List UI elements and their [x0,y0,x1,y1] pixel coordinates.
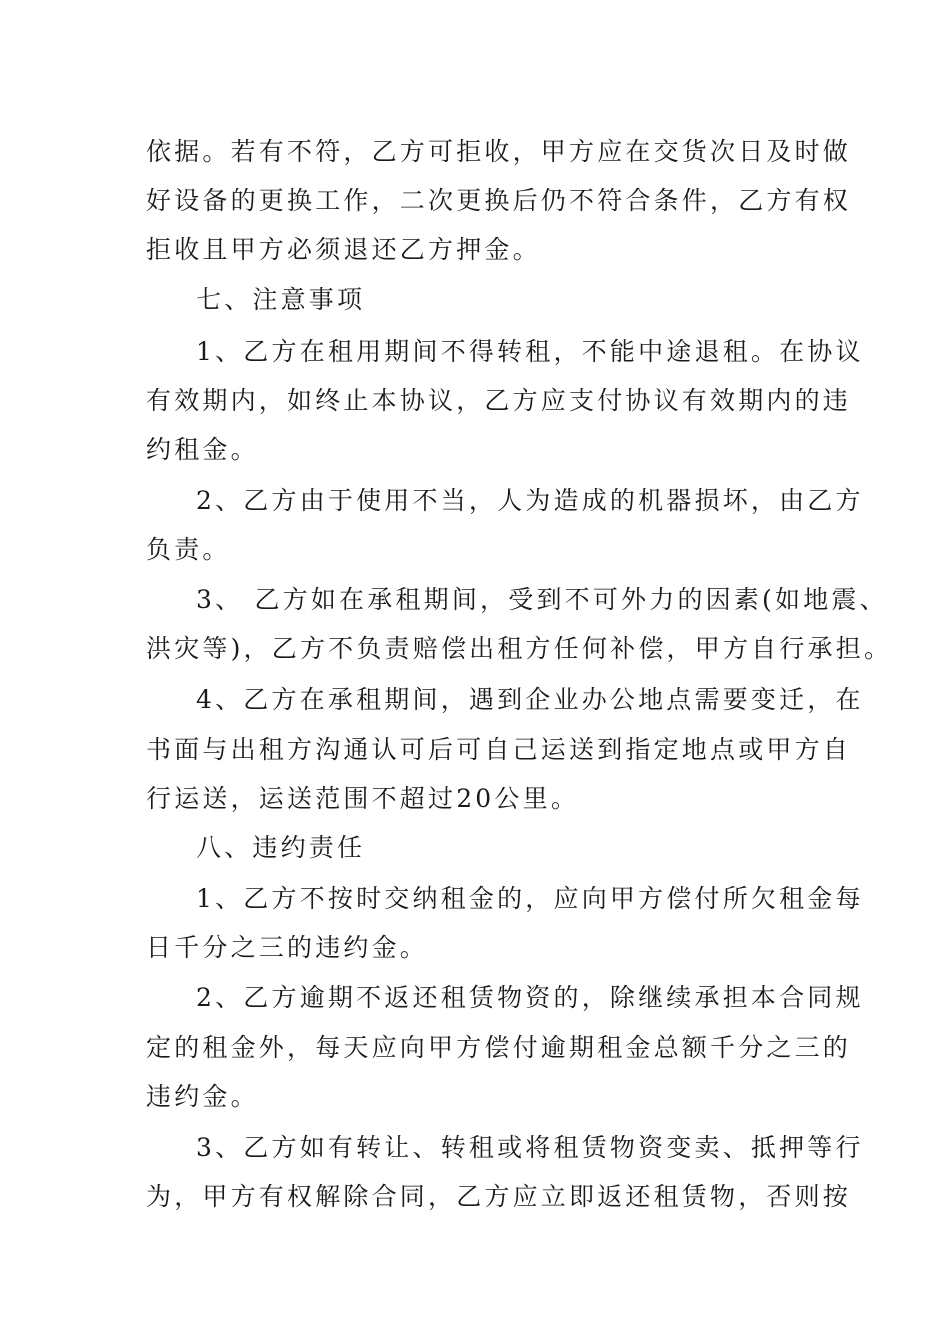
text-line: 依据。若有不符，乙方可拒收，甲方应在交货次日及时做 [146,137,852,166]
section-heading: 七、注意事项 [196,285,366,314]
text-line: 2、乙方逾期不返还租赁物资的，除继续承担本合同规 [196,983,864,1012]
text-line: 日千分之三的违约金。 [146,933,429,962]
text-line: 书面与出租方沟通认可后可自己运送到指定地点或甲方自 [146,735,852,764]
text-line: 有效期内，如终止本协议，乙方应支付协议有效期内的违 [146,386,852,415]
text-line: 4、乙方在承租期间，遇到企业办公地点需要变迁，在 [196,685,864,714]
text-line: 2、乙方由于使用不当，人为造成的机器损坏，由乙方 [196,486,864,515]
text-line: 约租金。 [146,435,259,464]
text-line: 好设备的更换工作，二次更换后仍不符合条件，乙方有权 [146,186,852,215]
text-line: 违约金。 [146,1082,259,1111]
text-line: 负责。 [146,535,231,564]
text-line: 为，甲方有权解除合同，乙方应立即返还租赁物，否则按 [146,1182,852,1211]
text-line: 3、 乙方如在承租期间，受到不可外力的因素(如地震、 [196,585,888,614]
text-line: 定的租金外，每天应向甲方偿付逾期租金总额千分之三的 [146,1033,852,1062]
text-line: 行运送，运送范围不超过20公里。 [146,784,580,813]
section-heading: 八、违约责任 [196,833,366,862]
text-line: 1、乙方不按时交纳租金的，应向甲方偿付所欠租金每 [196,884,864,913]
text-line: 洪灾等)，乙方不负责赔偿出租方任何补偿，甲方自行承担。 [146,634,893,663]
text-line: 1、乙方在租用期间不得转租，不能中途退租。在协议 [196,337,864,366]
text-line: 3、乙方如有转让、转租或将租赁物资变卖、抵押等行 [196,1133,864,1162]
text-line: 拒收且甲方必须退还乙方押金。 [146,235,541,264]
